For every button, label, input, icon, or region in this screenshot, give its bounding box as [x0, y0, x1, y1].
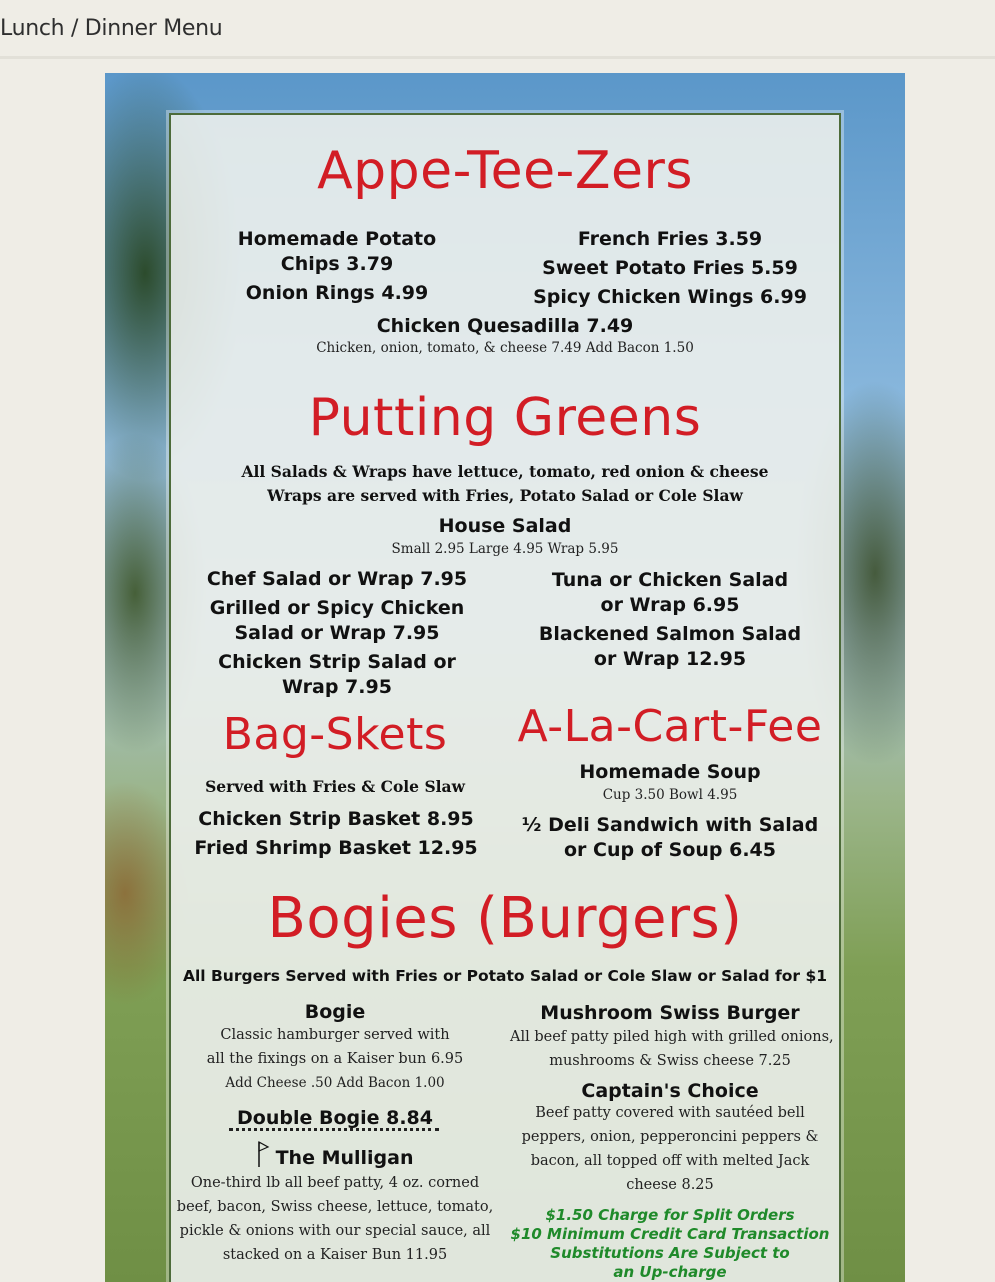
- salad-item: Grilled or Spicy Chicken: [209, 597, 465, 619]
- salad-item: Salad or Wrap 7.95: [234, 622, 440, 644]
- mulligan-desc: beef, bacon, Swiss cheese, lettuce, tomato,: [176, 1199, 494, 1215]
- salad-item: Tuna or Chicken Salad: [551, 569, 789, 591]
- mulligan-heading: [215, 1141, 455, 1171]
- salad-item: Chicken Strip Salad or: [218, 651, 456, 673]
- bogie-desc: Add Cheese .50 Add Bacon 1.00: [225, 1075, 445, 1091]
- house-salad-prices: Small 2.95 Large 4.95 Wrap 5.95: [391, 541, 619, 557]
- mushroom-desc: All beef patty piled high with grilled onions,: [510, 1029, 834, 1045]
- appetizer-item: Homemade Potato: [237, 228, 437, 250]
- appetizer-item: Onion Rings 4.99: [245, 282, 429, 304]
- appetizer-item: Chicken Quesadilla 7.49: [376, 315, 634, 337]
- menu-image: [105, 73, 905, 1282]
- soup-prices: Cup 3.50 Bowl 4.95: [602, 787, 738, 803]
- quesadilla-note: Chicken, onion, tomato, & cheese 7.49 Add Bacon 1.50: [316, 340, 694, 356]
- salad-item: or Wrap 12.95: [593, 648, 747, 670]
- salad-item: or Wrap 6.95: [600, 594, 740, 616]
- appetizer-item: Spicy Chicken Wings 6.99: [533, 286, 807, 308]
- bogie-desc: Classic hamburger served with: [220, 1027, 450, 1043]
- bogie-item: Bogie: [304, 1001, 366, 1023]
- captain-desc: peppers, onion, pepperoncini peppers &: [521, 1129, 819, 1145]
- deli-sandwich: or Cup of Soup 6.45: [563, 839, 776, 861]
- mulligan-desc: pickle & onions with our special sauce, all: [179, 1223, 491, 1239]
- mushroom-swiss-item: Mushroom Swiss Burger: [540, 1002, 800, 1024]
- appetizers-title: Appe-Tee-Zers: [317, 141, 693, 201]
- baskets-title: Bag-Skets: [222, 709, 448, 760]
- wraps-note: Wraps are served with Fries, Potato Salad or Cole Slaw: [267, 486, 743, 505]
- appetizer-item: Chips 3.79: [280, 253, 394, 275]
- house-salad: House Salad: [438, 515, 572, 537]
- bogie-desc: all the fixings on a Kaiser bun 6.95: [206, 1051, 464, 1067]
- golf-flag-icon: [256, 1141, 270, 1167]
- mushroom-desc: mushrooms & Swiss cheese 7.25: [549, 1053, 791, 1069]
- policy-note: $10 Minimum Credit Card Transaction: [510, 1225, 830, 1243]
- double-bogie-underline: [229, 1128, 439, 1131]
- appetizer-item: French Fries 3.59: [577, 228, 763, 250]
- policy-note: an Up-charge: [613, 1263, 727, 1281]
- mulligan-desc: One-third lb all beef patty, 4 oz. corned: [190, 1175, 480, 1191]
- burgers-note: All Burgers Served with Fries or Potato Salad or Cole Slaw or Salad for $1: [182, 967, 828, 985]
- salad-item: Chef Salad or Wrap 7.95: [206, 568, 468, 590]
- captain-desc: Beef patty covered with sautéed bell: [535, 1105, 805, 1121]
- baskets-note: Served with Fries & Cole Slaw: [205, 777, 465, 796]
- deli-sandwich: ½ Deli Sandwich with Salad: [521, 814, 819, 836]
- page-header: [0, 0, 995, 59]
- salad-item: Blackened Salmon Salad: [538, 623, 802, 645]
- appetizer-item: Sweet Potato Fries 5.59: [542, 257, 798, 279]
- double-bogie-item: Double Bogie 8.84: [237, 1107, 433, 1129]
- captain-desc: cheese 8.25: [626, 1177, 714, 1193]
- alacarte-title: A-La-Cart-Fee: [517, 701, 823, 752]
- mulligan-item: The Mulligan: [275, 1147, 414, 1169]
- basket-item: Chicken Strip Basket 8.95: [198, 808, 474, 830]
- page-title: Lunch / Dinner Menu: [0, 16, 223, 41]
- soup-item: Homemade Soup: [579, 761, 761, 783]
- basket-item: Fried Shrimp Basket 12.95: [194, 837, 478, 859]
- salads-note: All Salads & Wraps have lettuce, tomato, red onion & cheese: [241, 462, 769, 481]
- captain-desc: bacon, all topped off with melted Jack: [530, 1153, 810, 1169]
- captains-choice-item: Captain's Choice: [581, 1080, 759, 1102]
- salad-item: Wrap 7.95: [282, 676, 392, 698]
- policy-note: $1.50 Charge for Split Orders: [545, 1206, 795, 1224]
- mulligan-desc: stacked on a Kaiser Bun 11.95: [222, 1247, 448, 1263]
- policy-note: Substitutions Are Subject to: [550, 1244, 790, 1262]
- salads-title: Putting Greens: [308, 388, 702, 448]
- burgers-title: Bogies (Burgers): [267, 886, 743, 951]
